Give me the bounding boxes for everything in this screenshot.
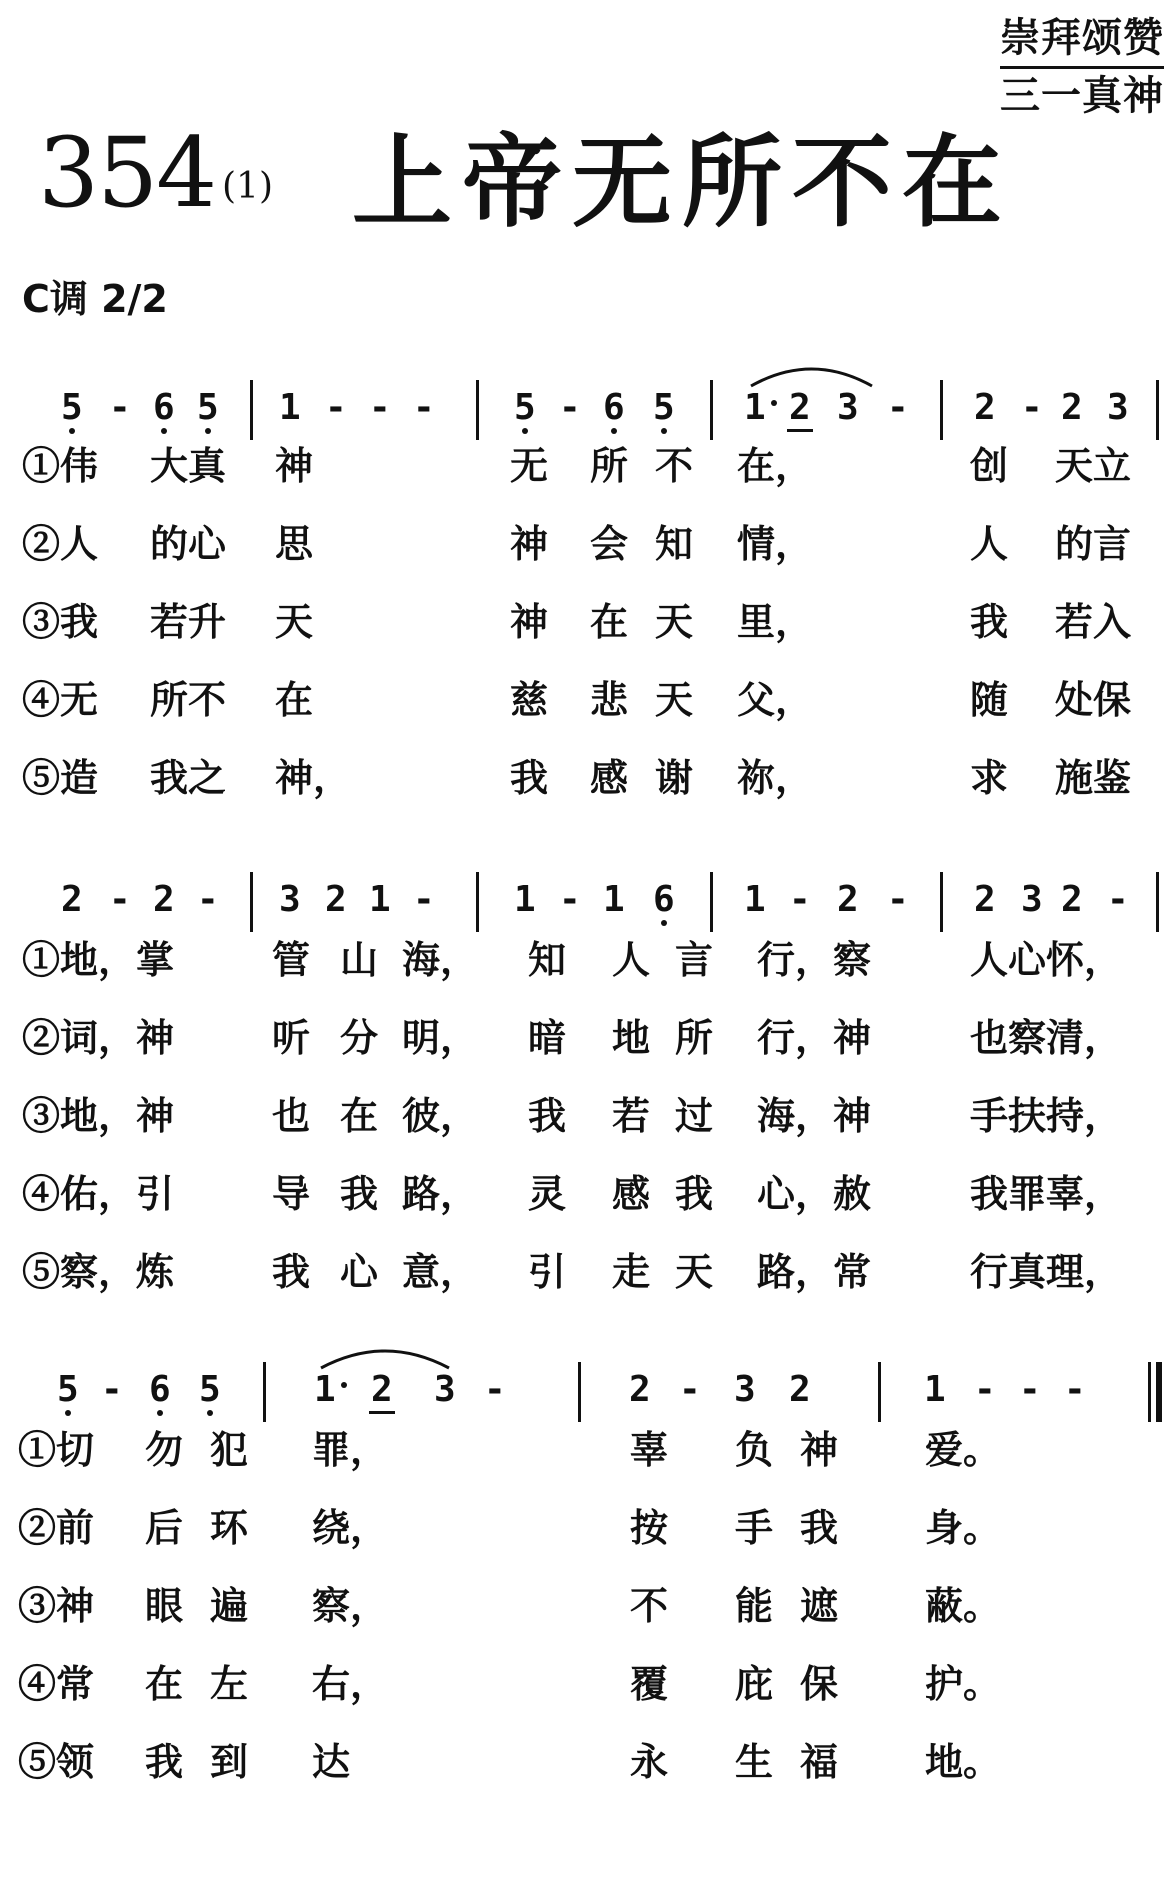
note: 1: [603, 879, 625, 920]
barline: [476, 380, 479, 440]
note: 5: [61, 387, 83, 428]
lyric-syllable: 听: [272, 1015, 311, 1060]
low-octave-dot: [69, 428, 75, 434]
note: 5: [653, 387, 675, 428]
dash-sustain: -: [887, 387, 909, 428]
low-octave-dot: [522, 428, 528, 434]
slur: [745, 358, 878, 388]
hymn-variant: (1): [222, 166, 273, 207]
lyric-syllable: 路，: [402, 1171, 479, 1216]
lyric-syllable: 神: [510, 521, 549, 566]
dash-sustain: -: [101, 1369, 123, 1410]
dash-sustain: -: [1021, 387, 1043, 428]
lyric-syllable: 神，: [275, 755, 352, 800]
note: 2: [1061, 387, 1083, 428]
lyric-syllable: 分: [340, 1015, 379, 1060]
dash-sustain: -: [559, 879, 581, 920]
low-octave-dot: [65, 1410, 71, 1416]
lyric-syllable: ⑤察，炼: [22, 1249, 175, 1294]
lyric-syllable: 护。: [925, 1661, 1002, 1706]
lyric-syllable: 心: [340, 1249, 379, 1294]
lyric-syllable: 思: [275, 521, 314, 566]
lyric-syllable: ⑤领: [18, 1739, 95, 1784]
lyric-syllable: 能: [735, 1583, 774, 1628]
barline: [1156, 380, 1159, 440]
key-signature: C调 2/2: [22, 277, 168, 321]
lyric-syllable: 覆: [630, 1661, 669, 1706]
dash-sustain: -: [679, 1369, 701, 1410]
note: 2: [153, 879, 175, 920]
lyric-syllable: 管: [272, 937, 311, 982]
lyric-syllable: 在，: [737, 443, 814, 488]
lyric-syllable: 海，: [402, 937, 479, 982]
note: 5: [199, 1369, 221, 1410]
dash-sustain: -: [559, 387, 581, 428]
lyric-syllable: 心，赦: [757, 1171, 872, 1216]
note: 1: [924, 1369, 946, 1410]
lyric-syllable: 施鉴: [1055, 755, 1132, 800]
note: 5: [514, 387, 536, 428]
lyric-syllable: 手: [735, 1505, 774, 1550]
lyric-syllable: 环: [210, 1505, 249, 1550]
low-octave-dot: [661, 920, 667, 926]
lyric-syllable: ③地，神: [22, 1093, 175, 1138]
low-octave-dot: [207, 1410, 213, 1416]
lyric-syllable: 的言: [1055, 521, 1132, 566]
lyric-syllable: 山: [340, 937, 379, 982]
lyric-syllable: 会: [590, 521, 629, 566]
dash-sustain: -: [325, 387, 347, 428]
barline: [940, 872, 943, 932]
lyric-syllable: 谢: [655, 755, 694, 800]
lyric-syllable: 的心: [150, 521, 227, 566]
final-barline: [1148, 1362, 1151, 1422]
lyric-syllable: 绕，: [312, 1505, 389, 1550]
lyric-syllable: ④佑，引: [22, 1171, 175, 1216]
low-octave-dot: [661, 428, 667, 434]
note: 1: [744, 387, 766, 428]
lyric-syllable: 悲: [590, 677, 629, 722]
lyric-syllable: 遍: [210, 1583, 249, 1628]
lyric-syllable: 我: [675, 1171, 714, 1216]
lyric-syllable: 手扶持，: [970, 1093, 1123, 1138]
lyric-syllable: 所不: [150, 677, 227, 722]
lyric-syllable: 我: [510, 755, 549, 800]
final-barline-thick: [1156, 1362, 1162, 1422]
low-octave-dot: [611, 428, 617, 434]
lyric-syllable: 明，: [402, 1015, 479, 1060]
lyric-syllable: 慈: [510, 677, 549, 722]
note: 1: [744, 879, 766, 920]
lyric-syllable: 我: [272, 1249, 311, 1294]
lyric-syllable: 犯: [210, 1427, 249, 1472]
lyric-syllable: 人: [612, 937, 651, 982]
lyric-syllable: 行，神: [757, 1015, 872, 1060]
lyric-syllable: 知: [528, 937, 567, 982]
dash-sustain: -: [413, 387, 435, 428]
dash-sustain: -: [369, 387, 391, 428]
lyric-syllable: 左: [210, 1661, 249, 1706]
dash-sustain: -: [974, 1369, 996, 1410]
subcategory-label: 三一真神: [1000, 73, 1164, 119]
lyric-syllable: 我: [800, 1505, 839, 1550]
barline: [250, 380, 253, 440]
lyric-syllable: 不: [630, 1583, 669, 1628]
barline: [878, 1362, 881, 1422]
lyric-syllable: 天: [655, 677, 694, 722]
lyric-syllable: 神: [800, 1427, 839, 1472]
low-octave-dot: [205, 428, 211, 434]
lyric-syllable: ⑤造: [22, 755, 99, 800]
lyric-syllable: 我: [970, 599, 1009, 644]
category-label: 崇拜颂赞: [1000, 14, 1164, 69]
lyric-syllable: ③神: [18, 1583, 95, 1628]
lyric-syllable: 人心怀，: [970, 937, 1123, 982]
lyric-syllable: 在: [590, 599, 629, 644]
lyric-syllable: 在: [145, 1661, 184, 1706]
lyric-syllable: 我罪辜，: [970, 1171, 1123, 1216]
eighth-underline: [787, 429, 813, 432]
dash-sustain: -: [197, 879, 219, 920]
lyric-syllable: 到: [210, 1739, 249, 1784]
lyric-syllable: 路，常: [757, 1249, 872, 1294]
note: 1: [514, 879, 536, 920]
lyric-syllable: 天: [275, 599, 314, 644]
hymn-title: 上帝无所不在: [352, 123, 1012, 241]
lyric-syllable: 天立: [1055, 443, 1132, 488]
eighth-underline: [369, 1411, 395, 1414]
dash-sustain: -: [413, 879, 435, 920]
note: 6: [153, 387, 175, 428]
note: 2: [371, 1369, 393, 1410]
lyric-syllable: 天: [655, 599, 694, 644]
augmentation-dot: [771, 400, 777, 406]
lyric-syllable: ①伟: [22, 443, 99, 488]
slur-curve: [751, 369, 872, 386]
lyric-syllable: ①地，掌: [22, 937, 175, 982]
lyric-syllable: ②前: [18, 1505, 95, 1550]
lyric-syllable: 知: [655, 521, 694, 566]
lyric-syllable: 祢，: [737, 755, 814, 800]
augmentation-dot: [341, 1382, 347, 1388]
lyric-syllable: 永: [630, 1739, 669, 1784]
barline: [476, 872, 479, 932]
barline: [710, 872, 713, 932]
lyric-syllable: 负: [735, 1427, 774, 1472]
barline: [710, 380, 713, 440]
lyric-syllable: 也察清，: [970, 1015, 1123, 1060]
lyric-syllable: 蔽。: [925, 1583, 1002, 1628]
barline: [250, 872, 253, 932]
lyric-syllable: 庇: [735, 1661, 774, 1706]
lyric-syllable: 感: [612, 1171, 651, 1216]
lyric-syllable: 大真: [150, 443, 227, 488]
lyric-syllable: 创: [970, 443, 1009, 488]
barline: [578, 1362, 581, 1422]
lyric-syllable: ③我: [22, 599, 99, 644]
lyric-syllable: 地: [612, 1015, 651, 1060]
note: 5: [57, 1369, 79, 1410]
lyric-syllable: 意，: [402, 1249, 479, 1294]
note: 3: [1107, 387, 1129, 428]
lyric-syllable: 导: [272, 1171, 311, 1216]
lyric-syllable: 我: [528, 1093, 567, 1138]
note: 1: [279, 387, 301, 428]
dash-sustain: -: [789, 879, 811, 920]
lyric-syllable: 辜: [630, 1427, 669, 1472]
lyric-syllable: 罪，: [312, 1427, 389, 1472]
lyric-syllable: 天: [675, 1249, 714, 1294]
slur: [315, 1340, 455, 1370]
lyric-syllable: 也: [272, 1093, 311, 1138]
lyric-syllable: 暗: [528, 1015, 567, 1060]
note: 1: [314, 1369, 336, 1410]
lyric-syllable: 无: [510, 443, 549, 488]
lyric-syllable: 求: [970, 755, 1009, 800]
lyric-syllable: 在: [275, 677, 314, 722]
dash-sustain: -: [887, 879, 909, 920]
lyric-syllable: 在: [340, 1093, 379, 1138]
lyric-syllable: 若入: [1055, 599, 1132, 644]
dash-sustain: -: [109, 879, 131, 920]
lyric-syllable: 父，: [737, 677, 814, 722]
lyric-syllable: 爱。: [925, 1427, 1002, 1472]
lyric-syllable: 我之: [150, 755, 227, 800]
lyric-syllable: 神: [510, 599, 549, 644]
lyric-syllable: 走: [612, 1249, 651, 1294]
lyric-syllable: 保: [800, 1661, 839, 1706]
note: 2: [974, 387, 996, 428]
low-octave-dot: [157, 1410, 163, 1416]
lyric-syllable: 不: [655, 443, 694, 488]
lyric-syllable: 随: [970, 677, 1009, 722]
barline: [263, 1362, 266, 1422]
note: 3: [837, 387, 859, 428]
lyric-syllable: 行真理，: [970, 1249, 1123, 1294]
lyric-syllable: ④常: [18, 1661, 95, 1706]
note: 2: [1061, 879, 1083, 920]
lyric-syllable: 海，神: [757, 1093, 872, 1138]
lyric-syllable: 生: [735, 1739, 774, 1784]
lyric-syllable: 过: [675, 1093, 714, 1138]
note: 1: [369, 879, 391, 920]
lyric-syllable: 引: [528, 1249, 567, 1294]
lyric-syllable: 后: [145, 1505, 184, 1550]
lyric-syllable: 行，察: [757, 937, 872, 982]
dash-sustain: -: [109, 387, 131, 428]
lyric-syllable: ④无: [22, 677, 99, 722]
dash-sustain: -: [484, 1369, 506, 1410]
lyric-syllable: 所: [675, 1015, 714, 1060]
note: 6: [149, 1369, 171, 1410]
lyric-syllable: 灵: [528, 1171, 567, 1216]
lyric-syllable: ②词，神: [22, 1015, 175, 1060]
note: 6: [603, 387, 625, 428]
lyric-syllable: 若: [612, 1093, 651, 1138]
lyric-syllable: 福: [800, 1739, 839, 1784]
note: 2: [629, 1369, 651, 1410]
note: 2: [325, 879, 347, 920]
note: 3: [434, 1369, 456, 1410]
lyric-syllable: 勿: [145, 1427, 184, 1472]
note: 3: [1021, 879, 1043, 920]
lyric-syllable: 言: [675, 937, 714, 982]
lyric-syllable: 感: [590, 755, 629, 800]
lyric-syllable: 按: [630, 1505, 669, 1550]
lyric-syllable: 人: [970, 521, 1009, 566]
slur-curve: [321, 1351, 449, 1368]
lyric-syllable: 地。: [925, 1739, 1002, 1784]
barline: [1156, 872, 1159, 932]
lyric-syllable: 我: [340, 1171, 379, 1216]
lyric-syllable: 眼: [145, 1583, 184, 1628]
note: 3: [279, 879, 301, 920]
note: 2: [837, 879, 859, 920]
dash-sustain: -: [1019, 1369, 1041, 1410]
lyric-syllable: 右，: [312, 1661, 389, 1706]
hymn-number: 354: [38, 117, 216, 229]
lyric-syllable: 所: [590, 443, 629, 488]
note: 2: [789, 1369, 811, 1410]
dash-sustain: -: [1107, 879, 1129, 920]
lyric-syllable: ①切: [18, 1427, 95, 1472]
note: 5: [197, 387, 219, 428]
note: 6: [653, 879, 675, 920]
barline: [940, 380, 943, 440]
lyric-syllable: 我: [145, 1739, 184, 1784]
note: 3: [734, 1369, 756, 1410]
lyric-syllable: 彼，: [402, 1093, 479, 1138]
lyric-syllable: 身。: [925, 1505, 1002, 1550]
lyric-syllable: 神: [275, 443, 314, 488]
dash-sustain: -: [1064, 1369, 1086, 1410]
lyric-syllable: 情，: [737, 521, 814, 566]
note: 2: [974, 879, 996, 920]
note: 2: [789, 387, 811, 428]
lyric-syllable: ②人: [22, 521, 99, 566]
lyric-syllable: 若升: [150, 599, 227, 644]
lyric-syllable: 处保: [1055, 677, 1132, 722]
lyric-syllable: 察，: [312, 1583, 389, 1628]
lyric-syllable: 达: [312, 1739, 351, 1784]
lyric-syllable: 遮: [800, 1583, 839, 1628]
lyric-syllable: 里，: [737, 599, 814, 644]
note: 2: [61, 879, 83, 920]
low-octave-dot: [161, 428, 167, 434]
